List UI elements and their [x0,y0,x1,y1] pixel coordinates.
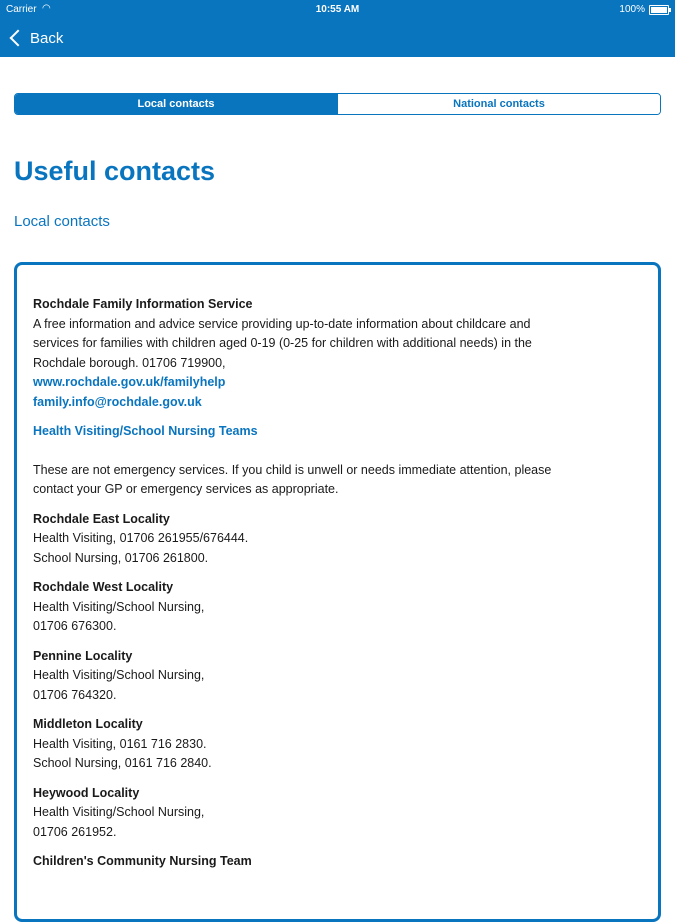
battery-icon [649,5,669,15]
locality-detail: Health Visiting/School Nursing, [33,599,205,614]
locality-detail: 01706 764320. [33,687,117,702]
back-button-label: Back [30,29,64,47]
fis-title: Rochdale Family Information Service [33,297,253,311]
tab-national-contacts[interactable]: National contacts [337,94,660,114]
locality-detail: School Nursing, 01706 261800. [33,550,209,565]
locality-detail: 01706 676300. [33,619,117,633]
locality-detail: Health Visiting/School Nursing, [33,668,205,682]
ccnt-title: Children's Community Nursing Team [33,854,252,868]
locality-title: Heywood Locality [33,785,140,800]
page-title: Useful contacts [14,156,216,186]
tab-local-contacts[interactable]: Local contacts [15,94,337,114]
wifi-icon: ◠ [42,3,51,14]
battery-percent-label: 100% [619,4,645,15]
chevron-left-icon [10,30,27,47]
back-button[interactable] [8,27,63,49]
locality-detail: Health Visiting, 01706 261955/676444. [33,531,249,545]
locality-detail: Health Visiting, 0161 716 2830. [33,736,207,751]
locality-title: Rochdale East Locality [33,511,170,526]
fis-description-line: A free information and advice service providing up-to-date information about childcare and [33,316,531,331]
locality-detail: Health Visiting/School Nursing, [33,805,205,819]
navigation-bar [0,0,675,57]
locality-detail: School Nursing, 0161 716 2840. [33,756,212,770]
clock-label: 10:55 AM [315,4,360,15]
emergency-note-line: contact your GP or emergency services as appropriate. [33,482,339,496]
fis-description-line: services for families with children aged 0-19 (0-25 for children with additional needs) in the [33,336,532,350]
contacts-content [33,295,623,872]
health-visiting-teams-link[interactable]: Health Visiting/School Nursing Teams [33,424,258,438]
fis-description-line: Rochdale borough. 01706 719900, [33,355,226,370]
locality-title: Rochdale West Locality [33,580,174,594]
emergency-note-line: These are not emergency services. If you child is unwell or needs immediate attention, please [33,462,552,477]
locality-title: Pennine Locality [33,648,133,663]
locality-detail: 01706 261952. [33,824,117,839]
locality-title: Middleton Locality [33,717,143,731]
contacts-segmented-control [14,93,661,115]
contacts-card [14,262,661,922]
status-bar [0,0,675,20]
carrier-label: Carrier [6,4,37,15]
page-subtitle: Local contacts [14,213,110,230]
fis-website-link[interactable]: www.rochdale.gov.uk/familyhelp [33,375,226,389]
fis-email-link[interactable]: family.info@rochdale.gov.uk [33,394,202,409]
